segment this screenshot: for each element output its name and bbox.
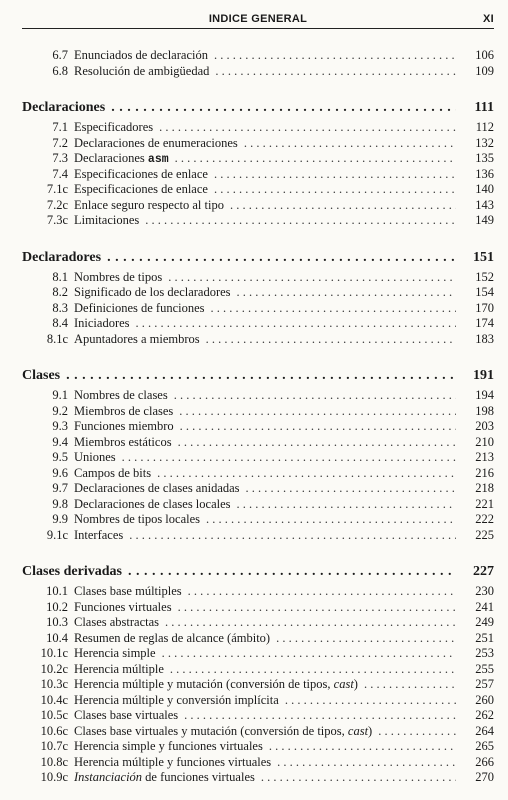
section-title: Enunciados de declaración: [74, 48, 208, 62]
page-number: 106: [475, 48, 494, 62]
page-number: 132: [475, 135, 494, 150]
page-folio: XI: [483, 13, 494, 25]
running-head: [22, 10, 494, 29]
toc-entry: [22, 450, 494, 466]
dot-leader: [168, 270, 456, 286]
dot-leader: [237, 285, 456, 301]
section-title: Declaraciones de enumeraciones: [74, 135, 238, 150]
section-title-italic: cast: [347, 723, 369, 738]
section-title: Limitaciones: [74, 213, 140, 227]
section-title: Instanciación de funciones virtuales: [74, 770, 255, 784]
page-number: 241: [475, 599, 494, 614]
section-number: 10.1c: [40, 646, 68, 660]
dot-leader: [378, 724, 456, 740]
section-number: 7.1: [52, 120, 68, 134]
toc-entry: [22, 182, 494, 198]
chapter-heading: [22, 249, 494, 267]
dot-leader: [66, 367, 456, 385]
toc-entry: [22, 497, 494, 513]
section-number: 7.3c: [46, 213, 68, 227]
section-title: Apuntadores a miembros: [74, 331, 200, 346]
toc-entry: [22, 677, 494, 693]
page-number: 194: [475, 388, 494, 402]
toc-entry: [22, 151, 494, 167]
page-number: 260: [475, 692, 494, 707]
section-title: Definiciones de funciones: [74, 300, 205, 315]
page-number: 174: [475, 316, 494, 330]
section-number: 10.2: [46, 599, 68, 614]
toc-entry: [22, 770, 494, 786]
page-number: 221: [475, 496, 494, 511]
dot-leader: [184, 708, 456, 724]
page-number: 262: [475, 708, 494, 722]
chapter-title: Clases derivadas: [22, 564, 122, 579]
section-title: Especificaciones de enlace: [74, 166, 208, 181]
dot-leader: [175, 151, 456, 167]
chapter-sections: [22, 270, 494, 348]
section-title: Herencia simple: [74, 646, 156, 660]
toc-entry: [22, 167, 494, 183]
toc-entry: [22, 631, 494, 647]
section-title-italic: Instanciación: [74, 770, 143, 784]
section-number: 9.3: [52, 419, 68, 433]
section-number: 10.4c: [40, 692, 68, 707]
section-title: Clases base virtuales: [74, 708, 179, 722]
dot-leader: [269, 739, 456, 755]
section-number: 10.4: [46, 630, 68, 645]
page-number: 170: [475, 300, 494, 315]
section-title: Significado de los declaradores: [74, 285, 231, 299]
dot-leader: [211, 301, 456, 317]
toc-entry: [22, 419, 494, 435]
dot-leader: [215, 64, 456, 80]
page-number: 222: [475, 512, 494, 526]
toc-entry: [22, 120, 494, 136]
toc-entry: [22, 388, 494, 404]
section-title: Clases base múltiples: [74, 584, 182, 598]
section-number: 9.7: [52, 481, 68, 495]
chapter-page-number: 191: [473, 368, 494, 383]
dot-leader: [188, 584, 456, 600]
dot-leader: [237, 497, 456, 513]
section-number: 7.1c: [46, 182, 68, 196]
table-of-contents: [22, 48, 494, 786]
dot-leader: [174, 388, 456, 404]
page-number: 213: [475, 450, 494, 464]
section-title: Uniones: [74, 450, 116, 464]
toc-entry: [22, 755, 494, 771]
section-title: Resolución de ambigüedad: [74, 63, 210, 78]
chapter-page-number: 111: [474, 100, 494, 115]
section-title: Clases base virtuales y mutación (conversión de tipos, cast): [74, 723, 373, 738]
page-number: 135: [475, 151, 494, 165]
section-number: 8.2: [52, 285, 68, 299]
section-number: 7.2: [52, 135, 68, 150]
section-title: Campos de bits: [74, 465, 152, 480]
section-title: Herencia simple y funciones virtuales: [74, 739, 263, 753]
spacer: [22, 347, 494, 367]
section-title: Nombres de tipos locales: [74, 512, 201, 526]
section-title: Herencia múltiple y mutación (conversión de tipos, cast): [74, 677, 358, 691]
spacer: [22, 79, 494, 99]
dot-leader: [206, 332, 456, 348]
section-title: Funciones virtuales: [74, 599, 172, 614]
dot-leader: [277, 755, 456, 771]
page-number: 198: [475, 403, 494, 418]
dot-leader: [157, 466, 456, 482]
section-number: 9.6: [52, 465, 68, 480]
dot-leader: [170, 662, 456, 678]
dot-leader: [107, 249, 456, 267]
dot-leader: [122, 450, 456, 466]
page-number: 136: [475, 166, 494, 181]
page-number: 218: [475, 481, 494, 495]
dot-leader: [159, 120, 456, 136]
page-number: 265: [475, 739, 494, 753]
section-title: Iniciadores: [74, 316, 130, 330]
spacer: [22, 543, 494, 563]
section-title: Enlace seguro respecto al tipo: [74, 197, 224, 212]
section-number: 8.1c: [46, 331, 68, 346]
dot-leader: [145, 213, 456, 229]
dot-leader: [136, 316, 456, 332]
toc-entry: [22, 64, 494, 80]
dot-leader: [261, 770, 456, 786]
section-number: 9.1c: [46, 527, 68, 542]
section-title: Miembros de clases: [74, 403, 174, 418]
dot-leader: [244, 136, 456, 152]
toc-entry: [22, 466, 494, 482]
dot-leader: [214, 48, 456, 64]
dot-leader: [246, 481, 456, 497]
chapter-sections: [22, 120, 494, 229]
section-title: Clases abstractas: [74, 615, 160, 629]
toc-entry: [22, 481, 494, 497]
section-title: Herencia múltiple y conversión implícita: [74, 692, 279, 707]
dot-leader: [214, 167, 456, 183]
dot-leader: [285, 693, 456, 709]
dot-leader: [364, 677, 456, 693]
toc-entry: [22, 285, 494, 301]
section-title: Especificadores: [74, 120, 154, 134]
section-title: Herencia múltiple y funciones virtuales: [74, 754, 272, 769]
section-number: 9.9: [52, 512, 68, 526]
dot-leader: [178, 435, 456, 451]
page-number: 109: [475, 63, 494, 78]
toc-entry: [22, 584, 494, 600]
dot-leader: [214, 182, 456, 198]
section-number: 10.1: [46, 584, 68, 598]
toc-entry: [22, 528, 494, 544]
toc-entry: [22, 270, 494, 286]
section-number: 9.2: [52, 403, 68, 418]
spacer: [22, 229, 494, 249]
page-number: 149: [475, 213, 494, 227]
page-number: 251: [475, 630, 494, 645]
section-number: 10.7c: [40, 739, 68, 753]
dot-leader: [180, 419, 456, 435]
section-number: 6.7: [52, 48, 68, 62]
chapter-page-number: 227: [473, 564, 494, 579]
toc-entry: [22, 708, 494, 724]
section-number: 8.3: [52, 300, 68, 315]
section-number: 7.2c: [46, 197, 68, 212]
section-number: 9.8: [52, 496, 68, 511]
dot-leader: [179, 404, 456, 420]
chapter-sections: [22, 388, 494, 543]
toc-entry: [22, 662, 494, 678]
chapter-heading: [22, 367, 494, 385]
section-number: 10.5c: [40, 708, 68, 722]
toc-entry: [22, 198, 494, 214]
toc-entry: [22, 301, 494, 317]
section-title: Nombres de tipos: [74, 269, 163, 284]
page-number: 154: [475, 285, 494, 299]
section-title: Funciones miembro: [74, 419, 174, 433]
page-number: 140: [475, 182, 494, 196]
chapter-page-number: 151: [473, 249, 494, 265]
page-number: 210: [475, 434, 494, 449]
page-number: 183: [475, 331, 494, 346]
toc-entry: [22, 48, 494, 64]
section-number: 10.9c: [40, 770, 68, 784]
toc-entry: [22, 316, 494, 332]
chapter-heading: [22, 99, 494, 117]
toc-entry: [22, 693, 494, 709]
toc-entry: [22, 600, 494, 616]
section-title-code: asm: [147, 153, 169, 166]
toc-entry: [22, 435, 494, 451]
dot-leader: [230, 198, 456, 214]
toc-entry: [22, 136, 494, 152]
section-title: Especificaciones de enlace: [74, 182, 208, 196]
section-number: 9.5: [52, 450, 68, 464]
section-number: 10.2c: [40, 661, 68, 676]
section-title: Declaraciones de clases locales: [74, 496, 231, 511]
section-title: Miembros estáticos: [74, 434, 172, 449]
section-title: Nombres de clases: [74, 388, 168, 402]
dot-leader: [111, 99, 456, 117]
section-number: 8.1: [52, 269, 68, 284]
section-number: 7.4: [52, 166, 68, 181]
dot-leader: [276, 631, 456, 647]
running-head-title: INDICE GENERAL: [208, 13, 308, 25]
section-number: 10.6c: [40, 723, 68, 738]
section-title-italic: cast: [333, 677, 354, 691]
page-number: 152: [475, 269, 494, 284]
page-number: 253: [475, 646, 494, 660]
section-number: 7.3: [52, 151, 68, 165]
toc-entry: [22, 512, 494, 528]
section-number: 6.8: [52, 63, 68, 78]
section-number: 10.3: [46, 615, 68, 629]
toc-entry: [22, 739, 494, 755]
section-number: 10.8c: [40, 754, 68, 769]
page-number: 225: [475, 527, 494, 542]
dot-leader: [165, 615, 456, 631]
toc-entry: [22, 646, 494, 662]
section-title: Declaraciones asm: [74, 151, 169, 166]
section-title: Herencia múltiple: [74, 661, 164, 676]
page-number: 266: [475, 754, 494, 769]
page-number: 230: [475, 584, 494, 598]
toc-entry: [22, 332, 494, 348]
section-title: Interfaces: [74, 527, 124, 542]
page-number: 255: [475, 661, 494, 676]
dot-leader: [162, 646, 456, 662]
toc-entry: [22, 615, 494, 631]
section-number: 8.4: [52, 316, 68, 330]
page-number: 264: [475, 723, 494, 738]
dot-leader: [129, 528, 456, 544]
dot-leader: [178, 600, 456, 616]
section-number: 9.1: [52, 388, 68, 402]
dot-leader: [206, 512, 456, 528]
chapter-heading: [22, 563, 494, 581]
dot-leader: [128, 563, 456, 581]
chapter-sections: [22, 584, 494, 786]
section-number: 10.3c: [40, 677, 68, 691]
section-title: Declaraciones de clases anidadas: [74, 481, 240, 495]
toc-entry: [22, 404, 494, 420]
chapter-title: Declaradores: [22, 249, 102, 265]
chapter-title: Clases: [22, 368, 61, 383]
page-number: 249: [475, 615, 494, 629]
page-number: 216: [475, 465, 494, 480]
toc-entry: [22, 213, 494, 229]
chapter-title: Declaraciones: [22, 100, 106, 115]
page-number: 112: [475, 120, 494, 134]
page-number: 270: [475, 770, 494, 784]
page-number: 203: [475, 419, 494, 433]
section-title: Resumen de reglas de alcance (ámbito): [74, 630, 271, 645]
section-number: 9.4: [52, 434, 68, 449]
toc-entry: [22, 724, 494, 740]
page-number: 257: [475, 677, 494, 691]
page-number: 143: [475, 197, 494, 212]
